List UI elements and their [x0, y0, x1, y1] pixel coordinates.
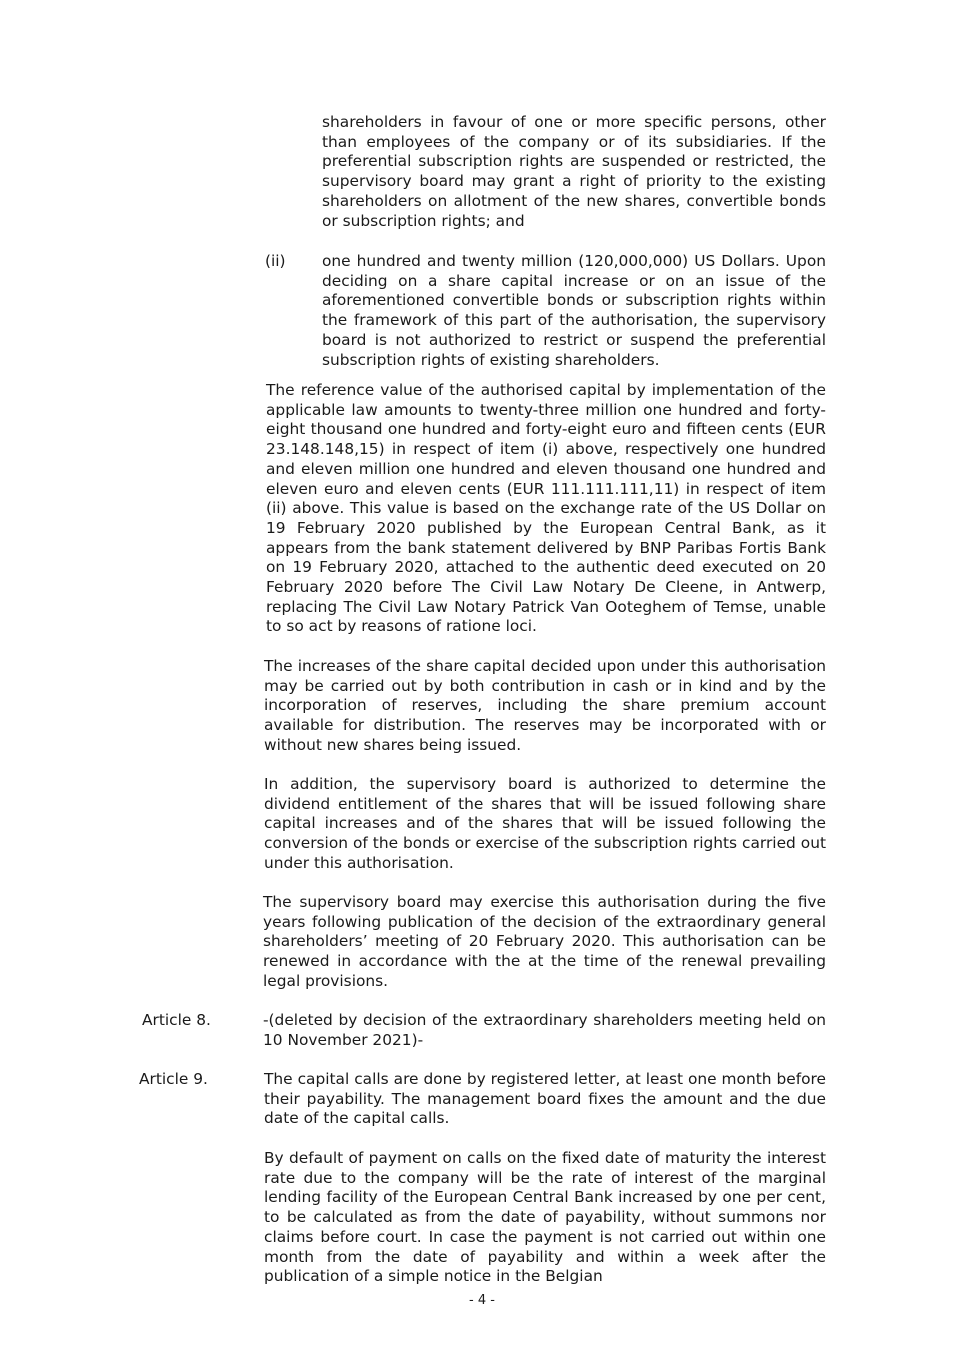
dividend-entitlement-paragraph: In addition, the supervisory board is authorized to determine the dividend entitlement of the shares that will be issued following share capital increases and of the shares that will be issued following the conversion of the bonds or exercise of the subscription rights carried out under this authorisation.: [264, 775, 826, 872]
article-9-text: The capital calls are done by registered letter, at least one month before their payability. The management board fixes the amount and the due date of the capital calls.: [264, 1070, 826, 1128]
article-8-label: Article 8.: [142, 1011, 211, 1029]
article-9-default-payment-paragraph: By default of payment on calls on the fixed date of maturity the interest rate due to the company will be the rate of interest of the marginal lending facility of the European Central Bank increased by one per cent, to be calculated as from the date of payability, without summons nor claims before court. In case the payment is not carried out within one month from the date of payability and within a week after the publication of a simple notice in the Belgian: [264, 1149, 826, 1286]
capital-increase-paragraph: The increases of the share capital decided upon under this authorisation may be carried out by both contribution in cash or in kind and by the incorporation of reserves, including the share premium account available for distribution. The reserves may be incorporated with or without new shares being issued.: [264, 657, 826, 754]
item-ii-label: (ii): [265, 252, 286, 270]
article-8-text: -(deleted by decision of the extraordinary shareholders meeting held on 10 November 2021)-: [263, 1011, 826, 1049]
article-9-label: Article 9.: [139, 1070, 208, 1088]
continuation-paragraph: shareholders in favour of one or more specific persons, other than employees of the company or of its subsidiaries. If the preferential subscription rights are suspended or restricted, the supervisory board may grant a right of priority to the existing shareholders on allotment of the new shares, convertible bonds or subscription rights; and: [322, 113, 826, 230]
item-ii-paragraph: one hundred and twenty million (120,000,000) US Dollars. Upon deciding on a share capital increase or on an issue of the aforementioned convertible bonds or subscription rights within the framework of this part of the authorisation, the supervisory board is not authorized to restrict or suspend the preferential subscription rights of existing shareholders.: [322, 252, 826, 369]
reference-value-paragraph: The reference value of the authorised capital by implementation of the applicable law amounts to twenty-three million one hundred and forty-eight thousand one hundred and forty-eight euro and fifteen cents (EUR 23.148.148,15) in respect of item (i) above, respectively one hundred and eleven million one hundred and eleven thousand one hundred and eleven euro and eleven cents (EUR 111.111.111,11) in respect of item (ii) above. This value is based on the exchange rate of the US Dollar on 19 February 2020 published by the European Central Bank, as it appears from the bank statement delivered by BNP Paribas Fortis Bank on 19 February 2020, attached to the authentic deed executed on 20 February 2020 before The Civil Law Notary De Cleene, in Antwerp, replacing The Civil Law Notary Patrick Van Ooteghem of Temse, unable to so act by reasons of ratione loci.: [266, 381, 826, 636]
authorisation-duration-paragraph: The supervisory board may exercise this authorisation during the five years following publication of the decision of the extraordinary general shareholders’ meeting of 20 February 2020. This authorisation can be renewed in accordance with the at the time of the renewal prevailing legal provisions.: [263, 893, 826, 990]
page-number: - 4 -: [469, 1293, 495, 1308]
